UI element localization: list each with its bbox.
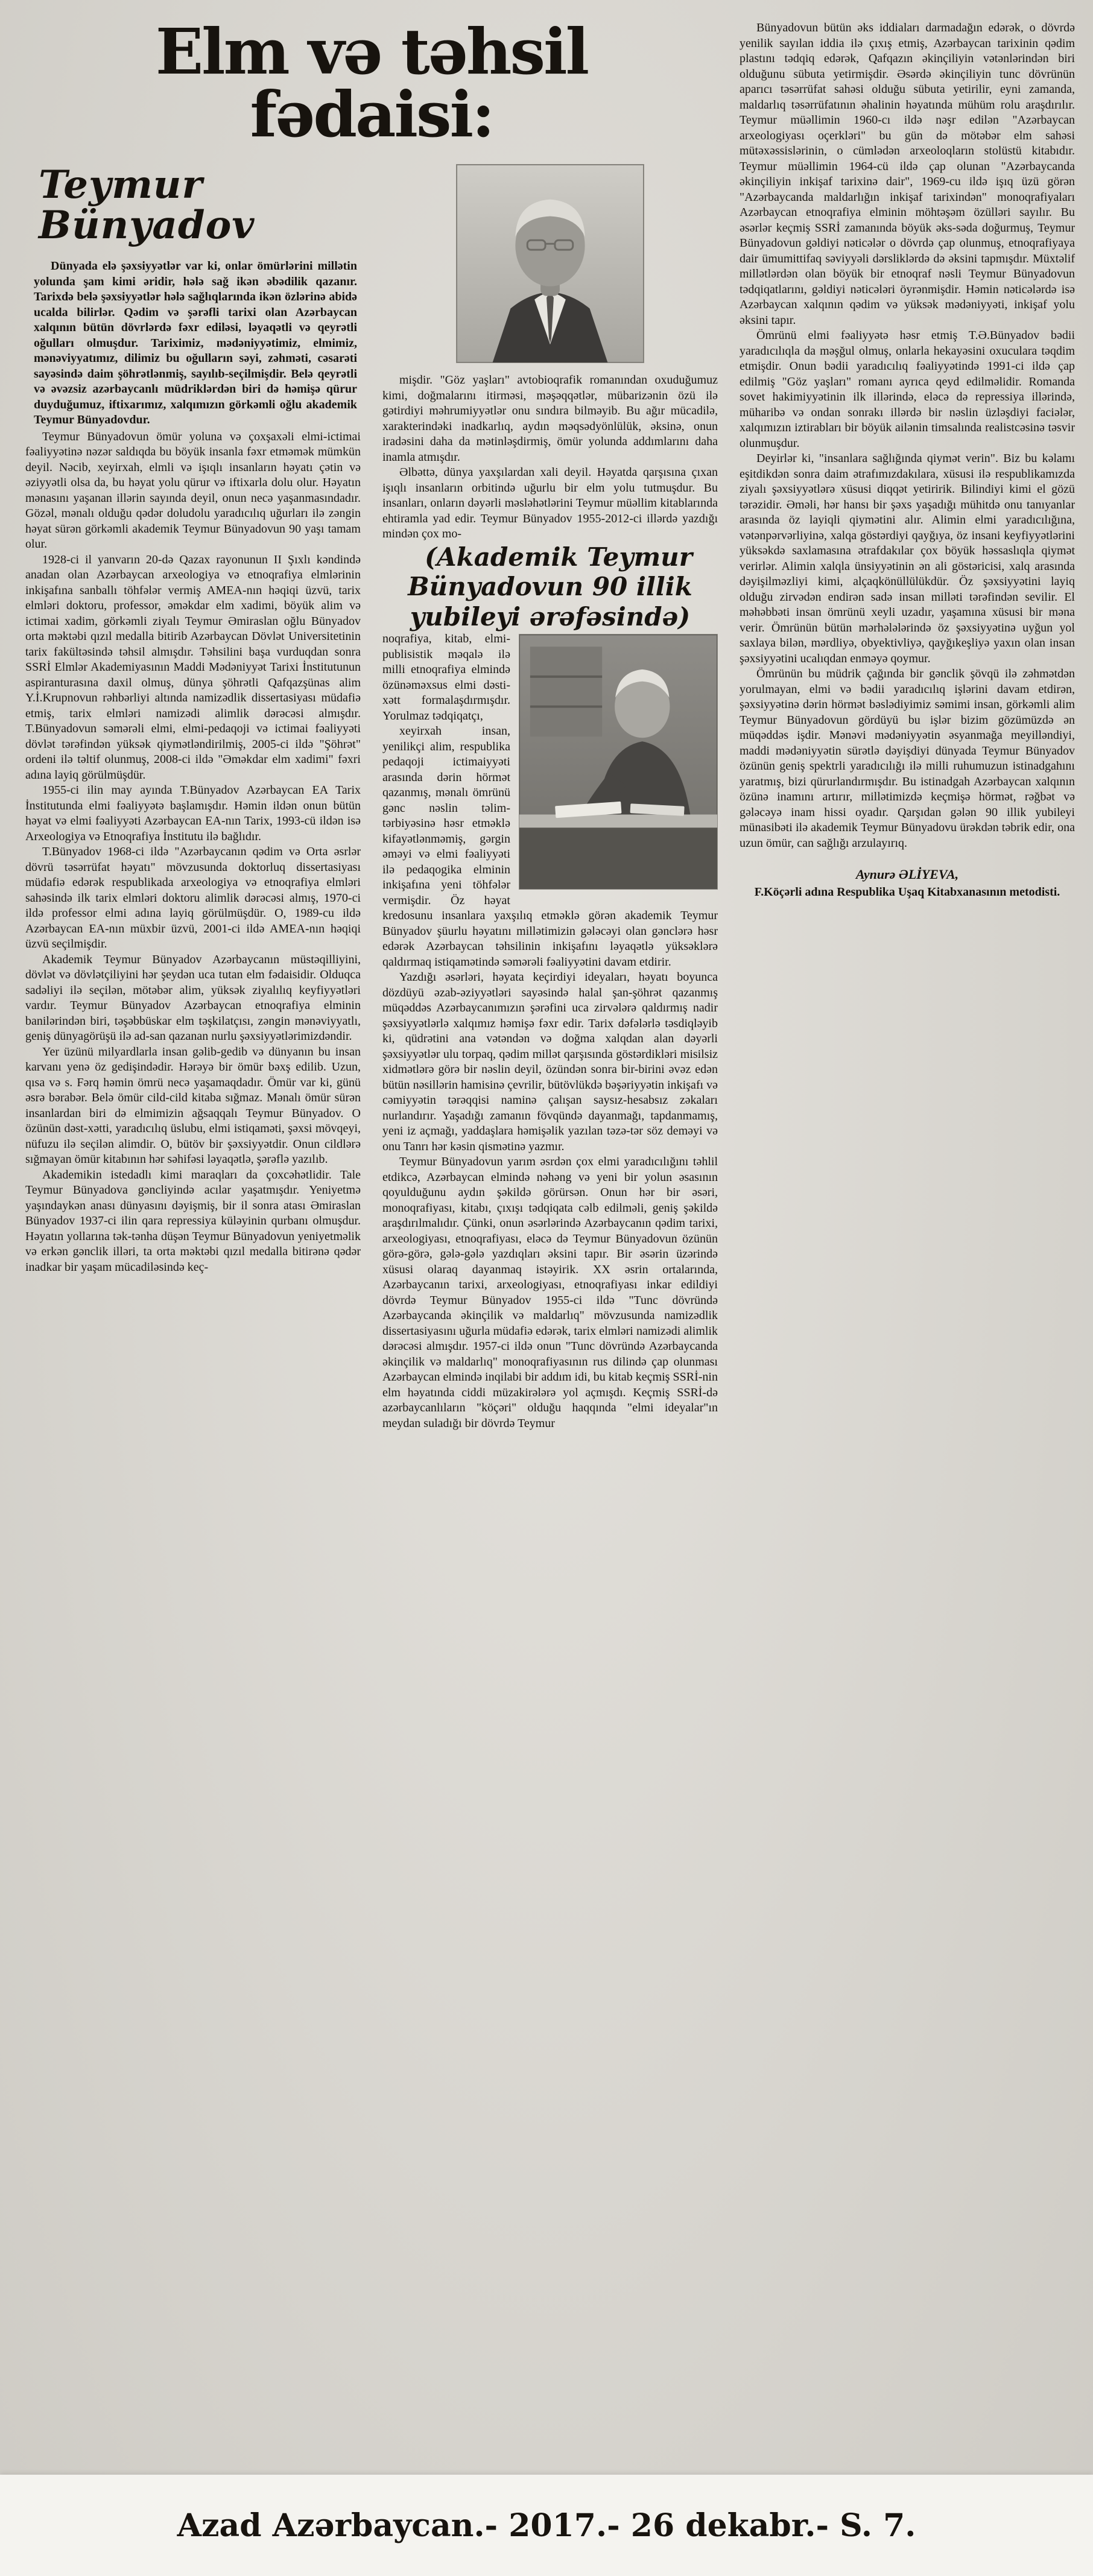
column-left-paragraphs — [25, 429, 361, 1276]
pull-quote: (Akademik Teymur Bünyadovun 90 illik yubileyi ərəfəsində) — [408, 542, 692, 631]
footer-citation: Azad Azərbaycan.- 2017.- 26 dekabr.- S. 7. — [177, 2507, 916, 2544]
portrait-photo — [456, 164, 644, 363]
signature-author: Aynurə ƏLİYEVA, — [855, 867, 959, 882]
column-middle — [382, 162, 718, 1431]
signature-affiliation: F.Köçərli adına Respublika Uşaq Kitabxanasının metodisti. — [754, 885, 1060, 899]
column-right-paragraphs-bottom — [740, 328, 1075, 851]
article-paragraph: Əlbəttə, dünya yaxşılardan xali deyil. Həyatda qarşısına çıxan işıqlı insanların orbitində uğurlu bir elm yolu tutmuşdur. Bu insanları, onların dəyərli məsləhətlərini Teymur müəllim kitablarında ehtiramla yad edir. Teymur Bünyadov 1955-2012-ci illərdə yazdığı mindən çox mo- — [382, 466, 718, 540]
article-paragraph: Yazdığı əsərləri, həyata keçirdiyi ideyaları, həyatı boyunca dözdüyü əzab-əziyyətləri sayəsində halal şan-şöhrət qazanmış müqəddəs Azərbaycanımızın şərəfini uca zirvələrə qaldırmış nadir şəxsiyyətlərlə xalqımız həmişə fəxr edir. Tarix dəfələrlə təsdiqləyib ki, qüdrətini ana vətəndən və doğma xalqdan alan dəyərli şəxsiyyətlər ulu torpaq, qədim millət qarşısında göstərdikləri misilsiz xidmətlərə görə bir nəslin deyil, özündən sonra bir-birini əvəz edən bütün nəsillərin hamisinə çevrilir, bütövlükdə bəşəriyyətin inkişafı və cəmiyyətin tərəqqisi naminə çalışan saysız-hesabsız zəkaları nurlandırır. Yaşadığı zamanın fövqündə dayanmağı, tapdanmamış, yeni iz açmağı, yaddaşlara həmişəlik yazılan təzə-tər söz deməyi və onu Tanrı hər kəsin qismətinə yazmır. — [382, 970, 718, 1153]
article-paragraph: Akademik Teymur Bünyadov Azərbaycanın müstəqilliyini, dövlət və dövlətçiliyini hər şeydən uca tutan elm fədaisidir. Olduqca sadəliyi ilə seçilən, mötəbər alim, yüksək ziyalılıq keyfiyyətləri vardır. Teymur Bünyadov Azərbaycan etnoqrafiya elminin banilərindən biri, təşəbbüskar elm təşkilatçısı, zəngin mənəviyyatlı, geniş dünyagörüşü ilə ad-san qazanan nurlu şəxsiyyətlərimizdəndir. — [25, 952, 361, 1043]
article-paragraph: Teymur Bünyadovun ömür yoluna və çoxşaxəli elmi-ictimai fəaliyyətinə nəzər saldıqda bu böyük insanla fəxr etməmək mümkün deyil. Nəcib, xeyirxah, elmli və işıqlı insanların həyatı çətin və əziyyətli olsa da, bu həyat yolu qürur və iftixarla dolu olur. Həyatın mənasını yaşanan illərin sayında deyil, onun necə yaşanmasındadır. Gözəl, mənalı olduğu qədər doludolu yaradıcılıq uğurları ilə zəngin həyat sürən görkəmli akademik Teymur Bünyadovun 90 yaşı tamam olur. — [25, 429, 361, 551]
article-paragraph: Deyirlər ki, "insanlara sağlığında qiymət verin". Biz bu kəlamı eşitdikdən sonra daim ətrafımızdakılara, xüsusi ilə respublikamızda ziyalı şəxsiyyətlərə xüsusi diqqət yetiririk. Bilindiyi kimi el gözü tərəzidir. Əməli, hər hansı bir şəxs yaşadığı mühitdə onu tanıyanlar arasında öz layiqli qiymətini alır. Alimin elmi yaradıcılığına, vətənpərvərliyinə, xalqa göstərdiyi qayğıya, öz insani keyfiyyətlərini yüksəkdə saxlamasına ətrafdakılar çox böyük həssaslıqla qiymət verirlər. Alimin xalqla ünsiyyətinin ən ali göstəricisi, xalq arasında dəyişilməzliyi kimi, alçaqkönüllülükdür. Öz şəxsiyyətini layiq olduğu zirvədən endirən sadə insan milləti tərəfindən sevilir. El məhəbbəti insan ömrünü xeyli uzadır, yaşamına xüsusi bir məna verir. Ömrünün bütün mərhələlərində öz şəxsiyyətinə uyğun yol saxlaya bilən, mərdliyə, obyektivliyə, qayğıkeşliyə yaxın olan insan şəxsiyyətini ucalıqdan enməyə qoymur. — [740, 452, 1075, 665]
column-right — [740, 21, 1075, 1431]
signature-block — [740, 867, 1075, 900]
beside-photo-text: noqrafiya, kitab, elmi-publisistik məqalə ilə milli etnoqrafiya elmində özünəməxsus elmi dəsti-xətt formalaşdırmışdır. Yorulmaz tədqiqatçı, — [382, 632, 510, 723]
article-paragraph: Ömrünü elmi fəaliyyətə həsr etmiş T.Ə.Bünyadov bədii yaradıcılıqla da məşğul olmuş, onlarla hekayəsini oxuculara təqdim etmişdir. Onun bədii yaradıcılıq fəaliyyətində 1991-ci ildə çap edilmiş "Göz yaşları" romanı ayrıca qeyd edilməlidir. Romanda sovet hakimiyyətinin ilk illərində, eləcə də repressiya illərində, müharibə və ondan sonrakı illərdə bir nəslin üzləşdiyi faciələr, xalqımızın iztirabları bir böyük ailənin timsalında realistcəsinə təsvir olunmuşdur. — [740, 329, 1075, 450]
lead-paragraph: Dünyada elə şəxsiyyətlər var ki, onlar ömürlərini millətin yolunda şam kimi əridir, hələ sağ ikən əbədilik qazanır. Tarixdə belə şəxsiyyətlər hələ sağlıqlarında ikən özlərinə abidə ucalda bilirlər. Qədim və şərəfli tarixi olan Azərbaycan xalqının bütün dövrlərdə fəxr ediləsi, ləyaqətli və qeyrətli oğulları olmuşdur. Tariximiz, mədəniyyətimiz, elmimiz, mənəviyyatımız, dilimiz bu oğulların səyi, zəhməti, cəsarəti sayəsində daim şöhrətlənmiş, sayılıb-seçilmişdir. Belə qeyrətli və əvəzsiz azərbaycanlı müdriklərdən biri də həmişə qürur duyduğumuz, iftixarımız, xalqımızın görkəmli oğlu akademik Teymur Bünyadovdur. — [34, 259, 357, 427]
article-paragraph: Teymur Bünyadovun yarım əsrdən çox elmi yaradıcılığını təhlil etdikcə, Azərbaycan elmində nəhəng və yeni bir yolun əsasının qoyulduğunu aydın şəkildə görürsən. Onun hər bir əsəri, monoqrafiyası, kitabı, çıxışı tədqiqata cəlb edilməli, geniş şəkildə araşdırılmalıdır. Çünki, onun əsərlərində Azərbaycanın qədim tarixi, arxeologiyası, etnoqrafiyası, eləcə də Teymur Bünyadovun özünün görə-görə, gələ-gələ yazdıqları əksini tapır. Bir əsərin üzərində xüsusi olaraq dayanmaq istəyirik. XX əsrin ortalarında, Azərbaycanın tarixi, arxeologiyası, etnoqrafiyası inkar edildiyi dövrdə Teymur Bünyadov 1955-ci ildə "Tunc dövründə Azərbaycanda əkinçilik və maldarlıq" mövzusunda namizədlik dissertasiyasını uğurla müdafiə edərək, tarix elmləri namizədi alimlik dərəcəsi almışdır. 1957-ci ildə onun "Tunc dövründə Azərbaycanda əkinçilik və maldarlıq" monoqrafiyasının rus dilində çap olunması Azərbaycan elmində inqilabi bir addım idi, bu kitab keçmiş SSRİ-nin elm həyatında ciddi müzakirələrə yol açmışdı. Keçmiş SSRİ-də azərbaycanlıların "köçəri" olduğu haqqında "elmi ideyalar"ın meydan suladığı bir dövrdə Teymur — [382, 1155, 718, 1430]
article-paragraph: 1955-ci ilin may ayında T.Bünyadov Azərbaycan EA Tarix İnstitutunda elmi fəaliyyətə başlamışdır. Həmin ildən onun bütün həyat və elmi fəaliyyəti Azərbaycan EA-nın Tarix, 1993-cü ildən isə Arxeologiya və Etnoqrafiya İnstitutu ilə bağlıdır. — [25, 783, 361, 843]
article-paragraph: Yer üzünü milyardlarla insan gəlib-gedib və dünyanın bu insan karvanı yenə öz gedişindədir. Hərəyə bir ömür bəxş edilib. Uzun, qısa və s. Fərq həmin ömrü necə yaşamaqdadır. Ömür var ki, günü əsrə bərabər. Belə ömür cild-cild kitaba sığmaz. Mənalı ömür sürən insanlardan biri də elmimizin ağsaqqalı Teymur Bünyadov. O özünün dəst-xətti, yaradıcılıq üslubu, elmi istiqaməti, şəxsi mövqeyi, nüfuzu ilə seçilən alimdir. O, bütöv bir şəxsiyyətdir. Onun cildlərə sığmayan ömür kitabının hər səhifəsi ləyaqətlə, şərəflə yazılıb. — [25, 1045, 361, 1166]
article-paragraph: mişdir. "Göz yaşları" avtobioqrafik romanından oxuduğumuz kimi, doğmalarını itirməsi, məşəqqətlər, mübarizənin özü ilə gətirdiyi məhrumiyyətlər onu sındıra bilməyib. Bu ağır mücadilə, xarakterindəki inadkarlıq, aydın məqsədyönlülük, əksinə, onun iradəsini daha da mətinləşdirmiş, ömür yolunda addımlarını daha inamla atmışdır. — [382, 373, 718, 464]
portrait-photo-image — [457, 165, 644, 362]
column-middle-lower — [382, 631, 718, 1431]
footer-band — [0, 2475, 1093, 2576]
column-middle-paragraphs-top — [382, 373, 718, 542]
article-paragraph: Akademikin istedadlı kimi maraqları da çoxcəhətlidir. Tale Teymur Bünyadova gəncliyində acılar yaşatmışdır. Yeniyetmə yaşındaykən anası dünyasını dəyişmiş, bir il sonra atası Əmiraslan Bünyadov 1937-ci ilin qara repressiya küləyinin qurbanı olmuşdur. Həyatın yollarına tək-tənha düşən Teymur Bünyadovun yeniyetməlik və erkən gənclik illəri, ta orta məktəbi qızıl medalla bitirənə qədər inadkar bir yaşam mücadiləsində keç- — [25, 1168, 361, 1274]
article-paragraph: xeyirxah insan, yenilikçi alim, respublika pedaqoji ictimaiyyəti arasında dərin hörmət qazanmış, mənalı ömrünü gənc nəslin təlim-tərbiyəsinə həsr etməklə kifayətlənməmiş, gərgin əməyi və elmi fəaliyyəti ilə pedaqogika elminin inkişafına yeni töhfələr vermişdir. Öz həyat kredosunu insanlara yaxşılıq etməklə görən akademik Teymur Bünyadov şüurlu həyatını millətimizin gələcəyi olan gənclərə həsr edərək Azərbaycan təhsilinin inkişafını ləyaqətlə yüksəklərə qaldırmaq istiqamətində səmərəli fəaliyyətini davam etdirir. — [382, 724, 718, 969]
column-left — [25, 162, 361, 1431]
page-title: Elm və təhsil fədaisi: — [155, 14, 588, 151]
article-paragraph: Ömrünün bu müdrik çağında bir gənclik şövqü ilə zəhmətdən yorulmayan, elmi və bədii yaradıcılıq işlərini davam etdirən, şəxsiyyətinə dərin hörmət bəslədiyimiz səmimi insan, görkəmli alim Teymur Bünyadovun gördüyü bu işlər bizim gözümüzdə ən müqəddəs işdir. Mənəvi mədəniyyətin əsyanmağa meyilləndiyi, maddi mədəniyyətin sürətlə dəyişdiyi dünyada Teymur Bünyadov özünün geniş spektrli yaradıcılığı ilə milli ruhumuzun istinadgahını yaratmış, bizi qürurlandırmışdır. Bu istinadgah Azərbaycan xalqının özünə inamını artırır, millətimizdə keçmişə hörmət, rəğbət və gələcəyə inam hissi oyadır. Qarşıdan gələn 90 illik yubileyi münasibəti ilə akademik Teymur Bünyadovu ürəkdən təbrik edir, ona uzun ömür, can sağlığı arzulayırıq. — [740, 667, 1075, 850]
column-right-paragraphs-top — [740, 21, 1075, 328]
article-paragraph: Bünyadovun bütün əks iddiaları darmadağın edərək, o dövrdə yenilik sayılan iddia ilə çıxış etmiş, Azərbaycan tarixinin qədim plastını tədqiq edərək, Qafqazın əkinçiliyin vətənlərindən biri olduğunu sübuta yetirmişdir. Əsərdə əkinçiliyin tunc dövrünün aparıcı təsərrüfat sahəsi olduğu sübuta yetirilir, eyni zamanda, maldarlıq təsərrüfatının əhalinin həyatında mühüm rolu araşdırılır. Teymur müəllimin 1960-cı ildə nəşr edilən "Azərbaycan arxeologiyası oçerkləri" bu gün də mötəbər elm sahəsi mütəxəssislərinin, o cümlədən arxeoloqların stolüstü kitabıdır. Teymur müəllimin 1964-cü ildə çap olunan "Azərbaycanda əkinçiliyin inkişaf tarixinə dair", 1969-cu ildə işıq üzü görən "Azərbaycanda maldarlığın inkişaf tarixindən" monoqrafiyaları Azərbaycan etnoqrafiya elminin möhtəşəm özülləri sayılır. Bu əsərlər keçmiş SSRİ zamanında böyük əks-səda doğurmuş, Teymur Bünyadovun gəldiyi nəticələr o dövrdə çap olunmuş, etnoqrafiyaya dair ümumittifaq səviyyəli dərsliklərdə də əksini tapmışdır. Müxtəlif millətlərdən olan böyük bir etnoqraf nəsli Teymur Bünyadovun tədqiqatlarını, gəldiyi nəticələri öyrənmişdir. Həmin nəticələrdə isə Azərbaycan xalqının qədim və yüksək mədəniyyəti, inkişaf yolu əksini tapır. — [740, 21, 1075, 327]
article-paragraph: T.Bünyadov 1968-ci ildə "Azərbaycanın qədim və Orta əsrlər dövrü təsərrüfat həyatı" mövzusunda doktorluq dissertasiyası müdafiə edərək respublikada arxeologiya və etnoqrafiya elmləri sahəsində ilk tarix elmləri doktoru alimlik dərəcəsi almış, 1970-ci ildə professor elmi adına layiq görülmüşdür. O, 1989-cu ildə Azərbaycan EA-nın müxbir üzvü, 2001-ci ildə AMEA-nın həqiqi üzvü seçilmişdir. — [25, 845, 361, 951]
article-title: Teymur Bünyadov — [39, 162, 255, 248]
desk-photo — [519, 634, 718, 890]
article-paragraph: 1928-ci il yanvarın 20-də Qazax rayonunun II Şıxlı kəndində anadan olan Azərbaycan arxeologiya və etnoqrafiya elmlərinin inkişafına sanballı töhfələr vermiş AMEA-nın həqiqi üzvü, tarix elmləri doktoru, professor, əməkdar elm xadimi, böyük alim və ictimai xadim, görkəmli ziyalı Teymur Əmiraslan oğlu Bünyadov orta məktəbi qızıl medalla bitirib Azərbaycan Dövlət Universitetinin tarix fakültəsində təhsil almışdır. Təhsilini başa vurduqdan sonra SSRİ Elmlər Akademiyasının Maddi Mədəniyyət Tarixi İnstitutunun aspiranturasına daxil olmuş, dünya şöhrətli Qafqazşünas alim Y.İ.Krupnovun rəhbərliyi altında namizədlik dissertasiyası müdafiə etmiş, tarix elmləri namizədi alimlik dərəcəsi almışdır. T.Bünyadovun səmərəli elmi, elmi-pedaqoji və ictimai fəaliyyəti dövlət tərəfindən yüksək qiymətləndirilmiş, 2005-ci ildə "Şöhrət" ordeni ilə təltif olunmuş, 2008-ci ildə "Əməkdar elm xadimi" fəxri adına layiq görülmüşdür. — [25, 552, 361, 782]
desk-photo-image — [519, 635, 717, 889]
